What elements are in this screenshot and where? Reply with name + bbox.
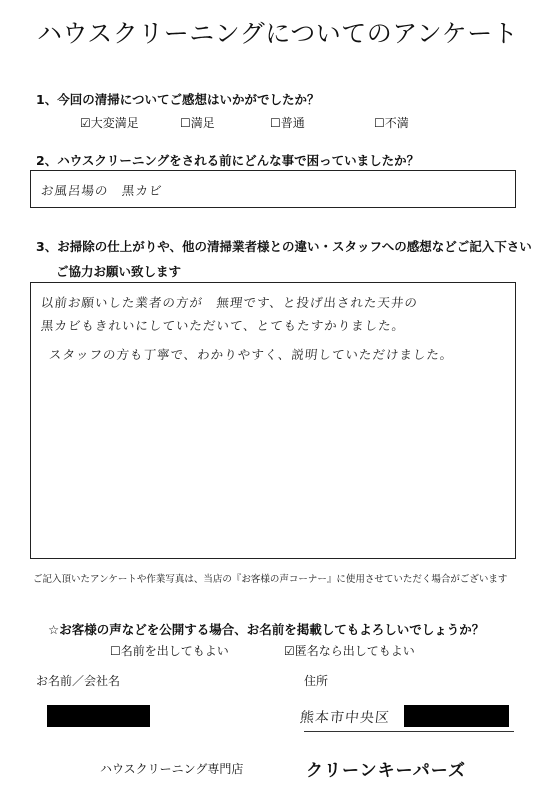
q1-option-very-satisfied[interactable]: ☑大変満足 [80,116,139,130]
publish-option-anonymous[interactable]: ☑匿名なら出してもよい [284,644,415,658]
question-1: 1、今回の清掃についてご感想はいかがでしたか？ [36,92,320,107]
q2-answer-text: お風呂場の 黒カビ [40,183,164,198]
question-3: 3、お掃除の仕上がりや、他の清掃業者様との違い・スタッフへの感想などご記入下さい [36,239,532,254]
address-label: 住所 [304,674,329,688]
name-label: お名前／会社名 [36,674,121,688]
footer-company-name: クリーンキーパーズ [306,761,466,781]
q3-answer-line-2: 黒カビもきれいにしていただいて、とてもたすかりました。 [40,318,407,333]
q2-answer-box[interactable] [30,170,516,208]
page-title: ハウスクリーニングについてのアンケート [37,19,519,48]
footer-shop-label: ハウスクリーニング専門店 [100,762,244,776]
q1-option-normal[interactable]: ☐普通 [270,116,305,130]
q1-option-satisfied[interactable]: ☐満足 [180,116,215,130]
publish-question: ☆お客様の声などを公開する場合、お名前を掲載してもよろしいでしょうか？ [48,622,485,637]
usage-notice: ご記入頂いたアンケートや作業写真は、当店の『お客様の声コーナー』に使用させていただく場合がございます [33,574,508,585]
address-underline [304,731,514,732]
q3-answer-line-3: スタッフの方も丁寧で、わかりやすく、説明していただけました。 [48,347,455,362]
address-value: 熊本市中央区 [299,710,391,726]
q3-answer-box[interactable] [30,282,516,559]
name-redaction [47,705,150,727]
address-redaction [404,705,509,727]
q1-option-dissatisfied[interactable]: ☐不満 [374,116,409,130]
question-2: 2、ハウスクリーニングをされる前にどんな事で困っていましたか？ [36,153,420,168]
question-3-line2: ご協力お願い致します [56,264,182,279]
publish-option-name[interactable]: ☐名前を出してもよい [110,644,229,658]
q3-answer-line-1: 以前お願いした業者の方が 無理です、と投げ出された天井の [40,295,419,310]
